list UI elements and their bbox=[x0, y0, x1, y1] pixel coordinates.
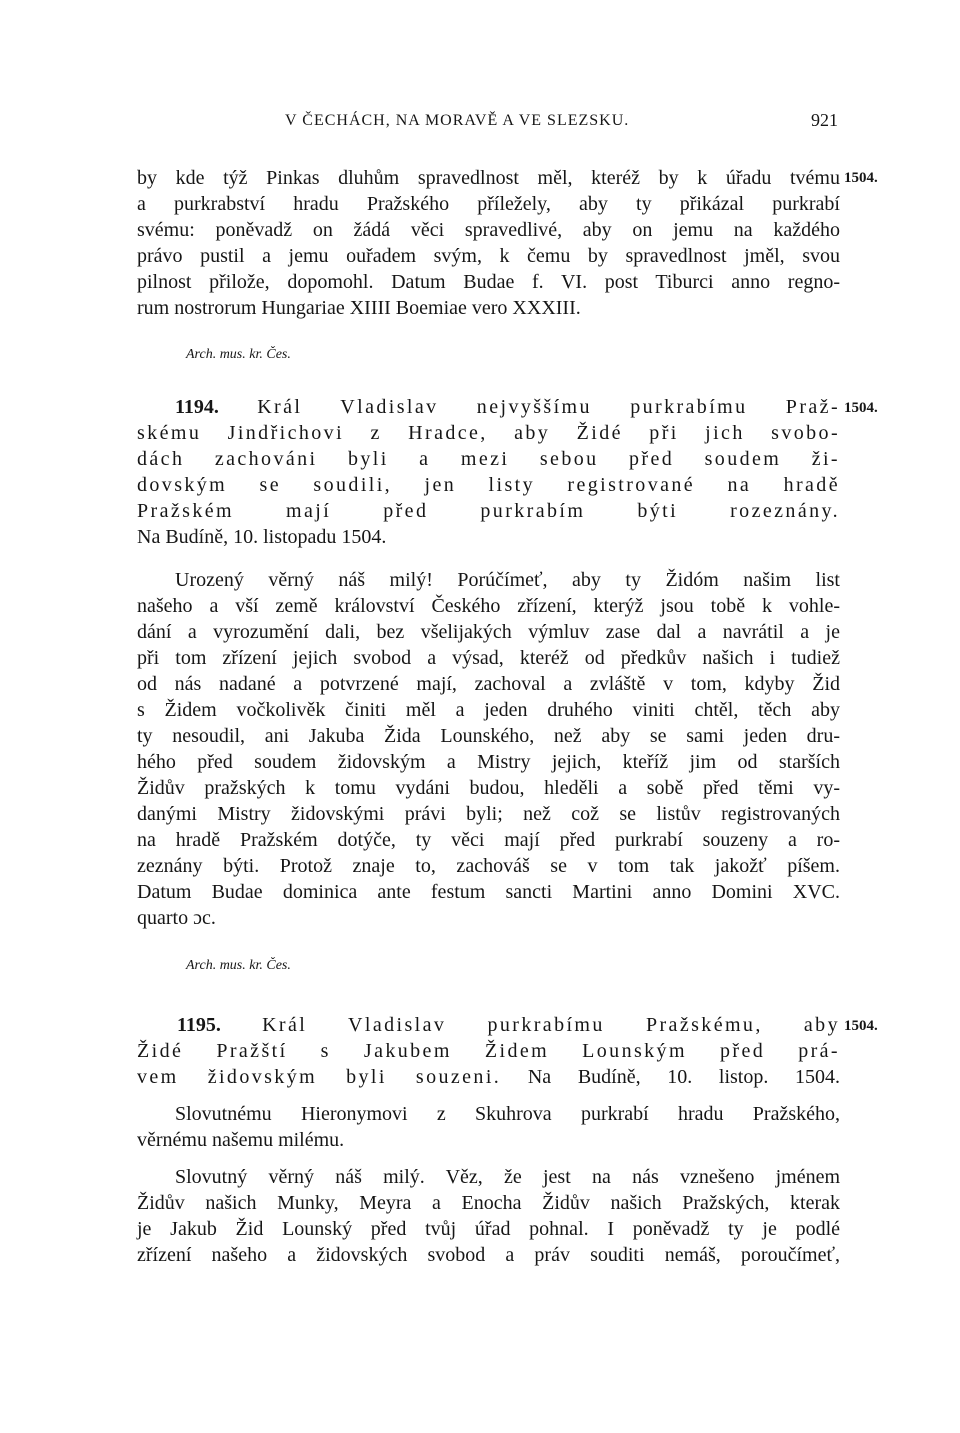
text-line: danými Mistry židovskými právi byli; než což se listův registrovaných bbox=[137, 803, 840, 825]
document-1195-body bbox=[137, 1164, 840, 1268]
page-number: 921 bbox=[811, 110, 838, 130]
text-line: při tom zřízení jejich svobod a výsad, kteréž od předkův našich i tudiež bbox=[137, 647, 840, 669]
text-line: zeznány býti. Protož znaje to, zachováš se v tom tak jakožť píšem. bbox=[137, 855, 840, 877]
document-1194-body bbox=[137, 567, 840, 931]
document-1195-summary bbox=[137, 1012, 840, 1090]
summary-line: skému Jindřichovi z Hradce, aby Židé při jich svobo- bbox=[137, 422, 840, 444]
text-line: quarto ɔc. bbox=[137, 907, 216, 929]
archive-source: Arch. mus. kr. Čes. bbox=[186, 958, 291, 973]
summary-line: dovským se soudili, jen listy registrované na hradě bbox=[137, 474, 840, 496]
summary-line: 1194. Král Vladislav nejvyššímu purkrabímu Praž- bbox=[175, 396, 841, 418]
text-line: svému: poněvadž on žádá věci spravedlivé, aby on jemu na každého bbox=[137, 219, 840, 241]
document-1194-summary bbox=[137, 394, 840, 550]
margin-year: 1504. bbox=[844, 170, 878, 186]
document-number: 1195. bbox=[177, 1014, 221, 1036]
text-line: Židův pražských k tomu vydáni budou, hleděli a sobě před těmi vy- bbox=[137, 777, 840, 799]
summary-line: 1195. Král Vladislav purkrabímu Pražskému, aby bbox=[177, 1014, 840, 1036]
text-line: právo pustil a jemu ouřadem svým, k čemu by spravedlnost jměl, svou bbox=[137, 245, 840, 267]
text-line: a purkrabství hradu Pražského příležely, aby ty přikázal purkrabí bbox=[137, 193, 840, 215]
text-line: na hradě Pražském dotýče, ty věci mají před purkrabí souzeny a ro- bbox=[137, 829, 840, 851]
date-line: Na Budíně, 10. listop. 1504. bbox=[527, 1066, 841, 1088]
continuation-paragraph bbox=[137, 165, 840, 321]
text-line: Židův našich Munky, Meyra a Enocha Židův našich Pražských, kterak bbox=[137, 1192, 840, 1214]
text-line: dání a vyrozumění dali, bez všelijakých výmluv zase dal a navrátil a je bbox=[137, 621, 840, 643]
text-line: by kde týž Pinkas dluhům spravedlnost měl, kteréž by k úřadu tvému bbox=[137, 167, 840, 189]
date-line: Na Budíně, 10. listopadu 1504. bbox=[137, 526, 387, 548]
summary-line: Pražském mají před purkrabím býti rozeznány. bbox=[137, 500, 840, 522]
address-line: Slovutnému Hieronymovi z Skuhrova purkrabí hradu Pražského, bbox=[175, 1103, 840, 1125]
text-line: zřízení našeho a židovských svobod a práv souditi nemáš, poroučímeť, bbox=[137, 1244, 840, 1266]
document-1195-address bbox=[137, 1101, 840, 1153]
running-header: V ČECHÁCH, NA MORAVĚ A VE SLEZSKU. bbox=[285, 112, 630, 129]
margin-year: 1504. bbox=[844, 1018, 878, 1034]
text-line: rum nostrorum Hungariae XIIII Boemiae vero XXXIII. bbox=[137, 297, 581, 319]
text-line: našeho a vší země království Českého zřízení, kterýž jsou tobě k vohle- bbox=[137, 595, 840, 617]
text-line: od nás nadané a potvrzené mají, zachoval a zvláště v tom, kdyby Žid bbox=[137, 673, 840, 695]
margin-year: 1504. bbox=[844, 400, 878, 416]
archive-source: Arch. mus. kr. Čes. bbox=[186, 347, 291, 362]
summary-line: vem židovským byli souzeni. Na Budíně, 10. listop. 1504. bbox=[137, 1066, 841, 1088]
text-line: Datum Budae dominica ante festum sancti Martini anno Domini XVC. bbox=[137, 881, 840, 903]
text-line: ty nesoudil, ani Jakuba Žida Lounského, než aby se sami jeden dru- bbox=[137, 725, 840, 747]
text-line: Slovutný věrný náš milý. Věz, že jest na nás vznešeno jménem bbox=[175, 1166, 840, 1188]
summary-line: dách zachováni byli a mezi sebou před soudem ži- bbox=[137, 448, 840, 470]
summary-line: Židé Pražští s Jakubem Židem Lounským před prá- bbox=[137, 1040, 840, 1062]
text-line: s Židem vočkolivěk činiti měl a jeden druhého viniti chtěl, těch aby bbox=[137, 699, 840, 721]
address-line: věrnému našemu milému. bbox=[137, 1129, 345, 1151]
text-line: pilnost přilože, dopomohl. Datum Budae f. VI. post Tiburci anno regno- bbox=[137, 271, 840, 293]
text-line: Urozený věrný náš milý! Porúčímeť, aby ty Židóm našim list bbox=[175, 569, 840, 591]
document-number: 1194. bbox=[175, 396, 219, 418]
text-line: je Jakub Žid Lounský před tvůj úřad pohnal. I poněvadž ty je podlé bbox=[137, 1218, 840, 1240]
text-line: hého před soudem židovským a Mistry jejich, kteříž jim od starších bbox=[137, 751, 840, 773]
